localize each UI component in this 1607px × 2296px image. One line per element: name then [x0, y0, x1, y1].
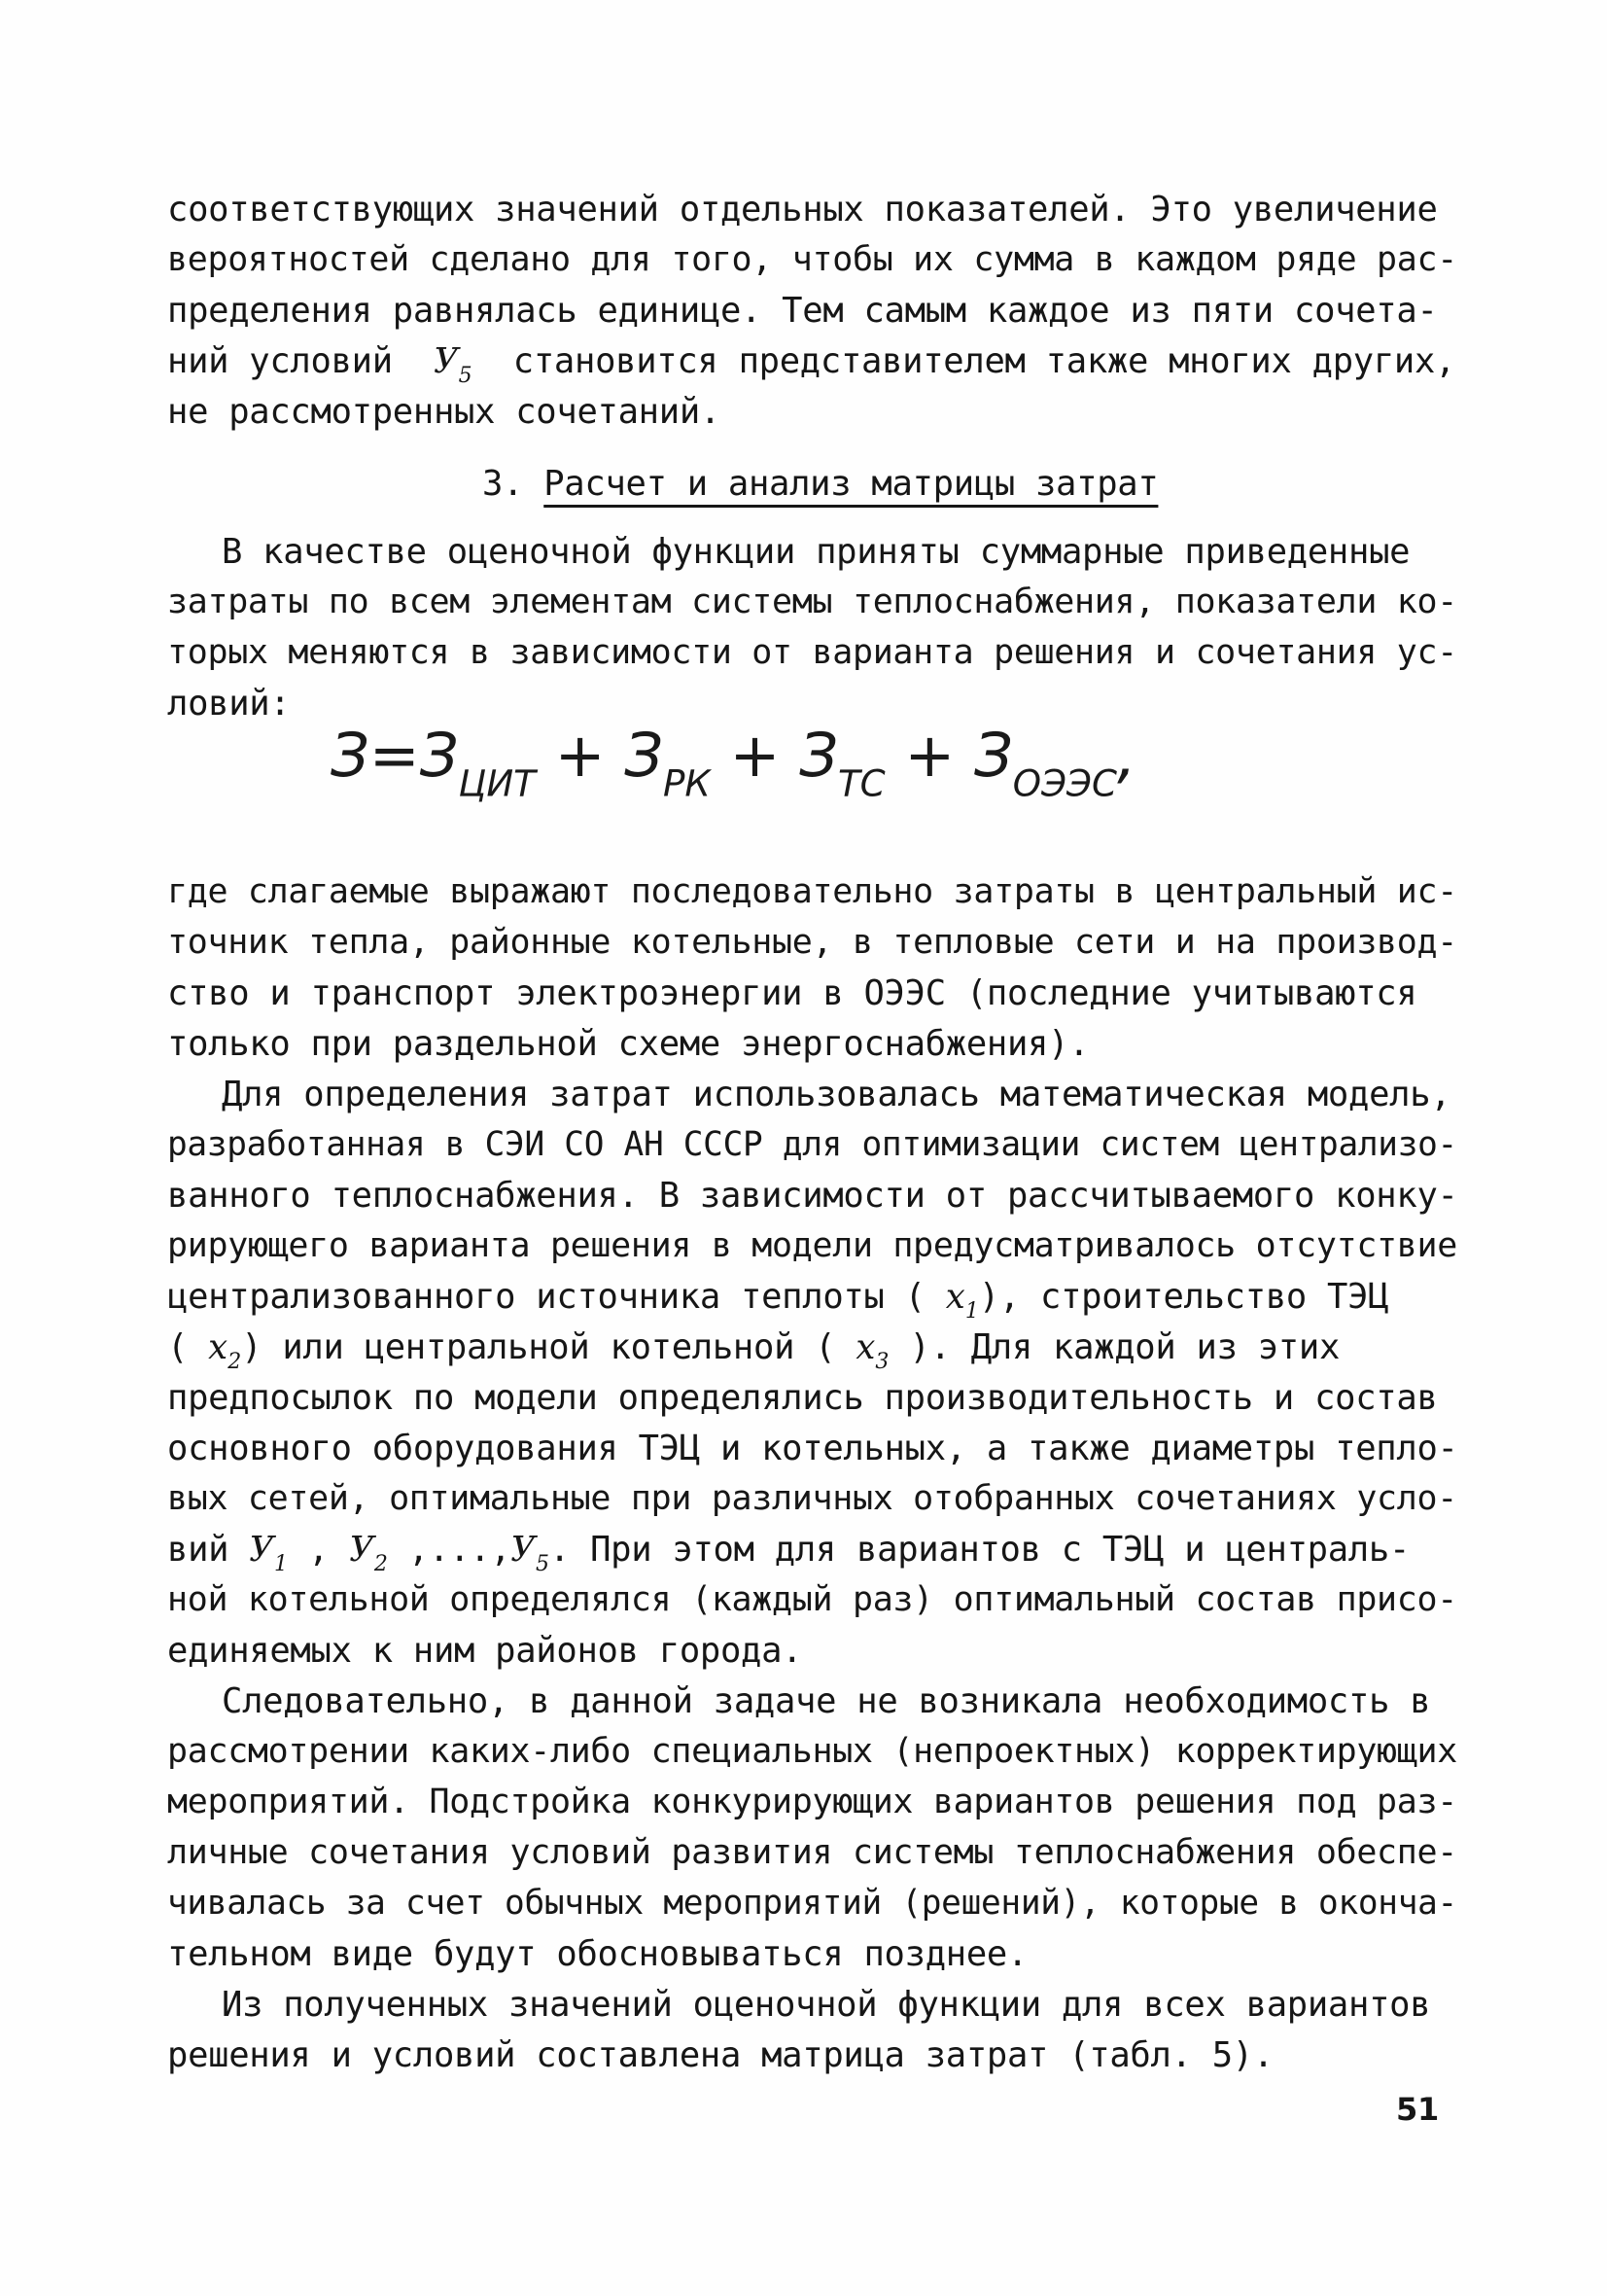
text-line: разработанная в СЭИ СО АН СССР для оптимизации систем централизо-	[167, 1125, 1457, 1164]
text-line: точник тепла, районные котельные, в тепловые сети и на производ-	[167, 923, 1457, 962]
text-line	[167, 1327, 1341, 1374]
symbol: x	[856, 1327, 876, 1367]
term-symbol: З	[799, 720, 838, 791]
text-fragment: становится представителем также многих других,	[512, 341, 1456, 381]
text-line: предпосылок по модели определялись производительность и состав	[167, 1378, 1438, 1418]
text-line: рирующего варианта решения в модели предусматривалось отсутствие	[167, 1226, 1457, 1265]
x-variable	[945, 1277, 979, 1324]
term-subscript: ЦИТ	[458, 761, 536, 805]
term-symbol: З	[624, 720, 663, 791]
text-fragment: ) или центральной котельной (	[241, 1327, 836, 1367]
section-number: 3.	[482, 464, 524, 504]
subscript: 1	[273, 1551, 288, 1576]
symbol: x	[208, 1327, 228, 1367]
text-line: рассмотрении каких-либо специальных (непроектных) корректирующих	[167, 1732, 1457, 1771]
y-variable	[349, 1530, 388, 1576]
text-line: тельном виде будут обосновываться позднее.	[167, 1934, 1029, 1974]
term-subscript: РК	[663, 761, 711, 805]
text-line: Для определения затрат использовалась математическая модель,	[222, 1075, 1451, 1114]
cost-formula	[331, 720, 1136, 804]
formula-plus: +	[729, 720, 781, 791]
ellipsis: ,...,	[407, 1530, 511, 1570]
symbol: У	[510, 1530, 536, 1570]
formula-term	[974, 720, 1117, 805]
separator: ,	[308, 1530, 330, 1570]
y-variable	[249, 1530, 288, 1576]
formula-plus: +	[904, 720, 956, 791]
text-fragment: ). Для каждой из этих	[909, 1327, 1341, 1367]
symbol: У	[433, 341, 459, 381]
page-number: 51	[1396, 2091, 1439, 2128]
text-line: Из полученных значений оценочной функции для всех вариантов	[222, 1985, 1431, 2025]
subscript: 2	[373, 1551, 388, 1576]
term-subscript: ОЭЭС	[1012, 761, 1117, 805]
text-fragment: вий	[167, 1530, 229, 1570]
text-line: мероприятий. Подстройка конкурирующих вариантов решения под раз-	[167, 1783, 1457, 1821]
symbol: У	[249, 1530, 274, 1570]
x-variable	[856, 1327, 890, 1374]
text-line: только при раздельной схеме энергоснабжения).	[167, 1024, 1090, 1064]
subscript: 5	[535, 1551, 549, 1576]
y-variable	[510, 1530, 549, 1576]
text-line: пределения равнялась единице. Тем самым каждое из пяти сочета-	[167, 291, 1438, 331]
symbol: x	[945, 1277, 965, 1317]
text-line: решения и условий составлена матрица затрат (табл. 5).	[167, 2035, 1274, 2075]
text-fragment: ний условий	[167, 341, 393, 381]
text-line: личные сочетания условий развития системы теплоснабжения обеспе-	[167, 1833, 1457, 1872]
text-fragment: ), строительство ТЭЦ	[978, 1277, 1389, 1317]
text-line: вероятностей сделано для того, чтобы их сумма в каждом ряде рас-	[167, 240, 1457, 279]
text-line: ство и транспорт электроэнергии в ОЭЭС (последние учитываются	[167, 973, 1417, 1013]
formula-equals: =	[368, 720, 420, 791]
text-fragment: . При этом для вариантов с ТЭЦ и централь-	[548, 1530, 1411, 1570]
section-heading	[482, 464, 1159, 504]
text-line	[167, 341, 1456, 388]
text-line: Следовательно, в данной задаче не возникала необходимость в	[222, 1681, 1431, 1721]
text-line: вых сетей, оптимальные при различных отобранных сочетаниях усло-	[167, 1479, 1457, 1518]
formula-term	[419, 720, 536, 805]
text-line: соответствующих значений отдельных показателей. Это увеличение	[167, 190, 1438, 230]
text-line: затраты по всем элементам системы теплоснабжения, показатели ко-	[167, 583, 1457, 621]
subscript: 5	[458, 363, 472, 388]
subscript: 1	[964, 1298, 979, 1324]
text-line: где слагаемые выражают последовательно затраты в центральный ис-	[167, 872, 1457, 911]
term-symbol: З	[974, 720, 1013, 791]
y-variable	[433, 341, 472, 388]
text-fragment: централизованного источника теплоты (	[167, 1277, 926, 1317]
text-line: торых меняются в зависимости от варианта решения и сочетания ус-	[167, 633, 1457, 672]
formula-term	[799, 720, 886, 805]
section-title: Расчет и анализ матрицы затрат	[543, 464, 1159, 504]
text-line: основного оборудования ТЭЦ и котельных, а также диаметры тепло-	[167, 1429, 1458, 1468]
text-line: не рассмотренных сочетаний.	[167, 392, 720, 432]
formula-term	[624, 720, 711, 805]
subscript: 2	[227, 1349, 242, 1374]
symbol: У	[349, 1530, 374, 1570]
text-line	[167, 1277, 1389, 1324]
term-symbol: З	[419, 720, 459, 791]
formula-lhs: З	[331, 720, 369, 791]
text-fragment: (	[167, 1327, 189, 1367]
text-line	[167, 1530, 1411, 1576]
text-line: ной котельной определялся (каждый раз) оптимальный состав присо-	[167, 1580, 1457, 1619]
text-line: единяемых к ним районов города.	[167, 1631, 803, 1671]
term-subscript: ТС	[837, 761, 886, 805]
subscript: 3	[875, 1349, 890, 1374]
text-line: чивалась за счет обычных мероприятий (решений), которые в оконча-	[167, 1884, 1457, 1923]
text-line: В качестве оценочной функции приняты суммарные приведенные	[222, 532, 1411, 572]
text-line: ванного теплоснабжения. В зависимости от рассчитываемого конку-	[167, 1176, 1458, 1216]
text-line: ловий:	[167, 684, 291, 724]
formula-comma: ,	[1116, 720, 1136, 791]
formula-plus: +	[554, 720, 606, 791]
x-variable	[208, 1327, 242, 1374]
